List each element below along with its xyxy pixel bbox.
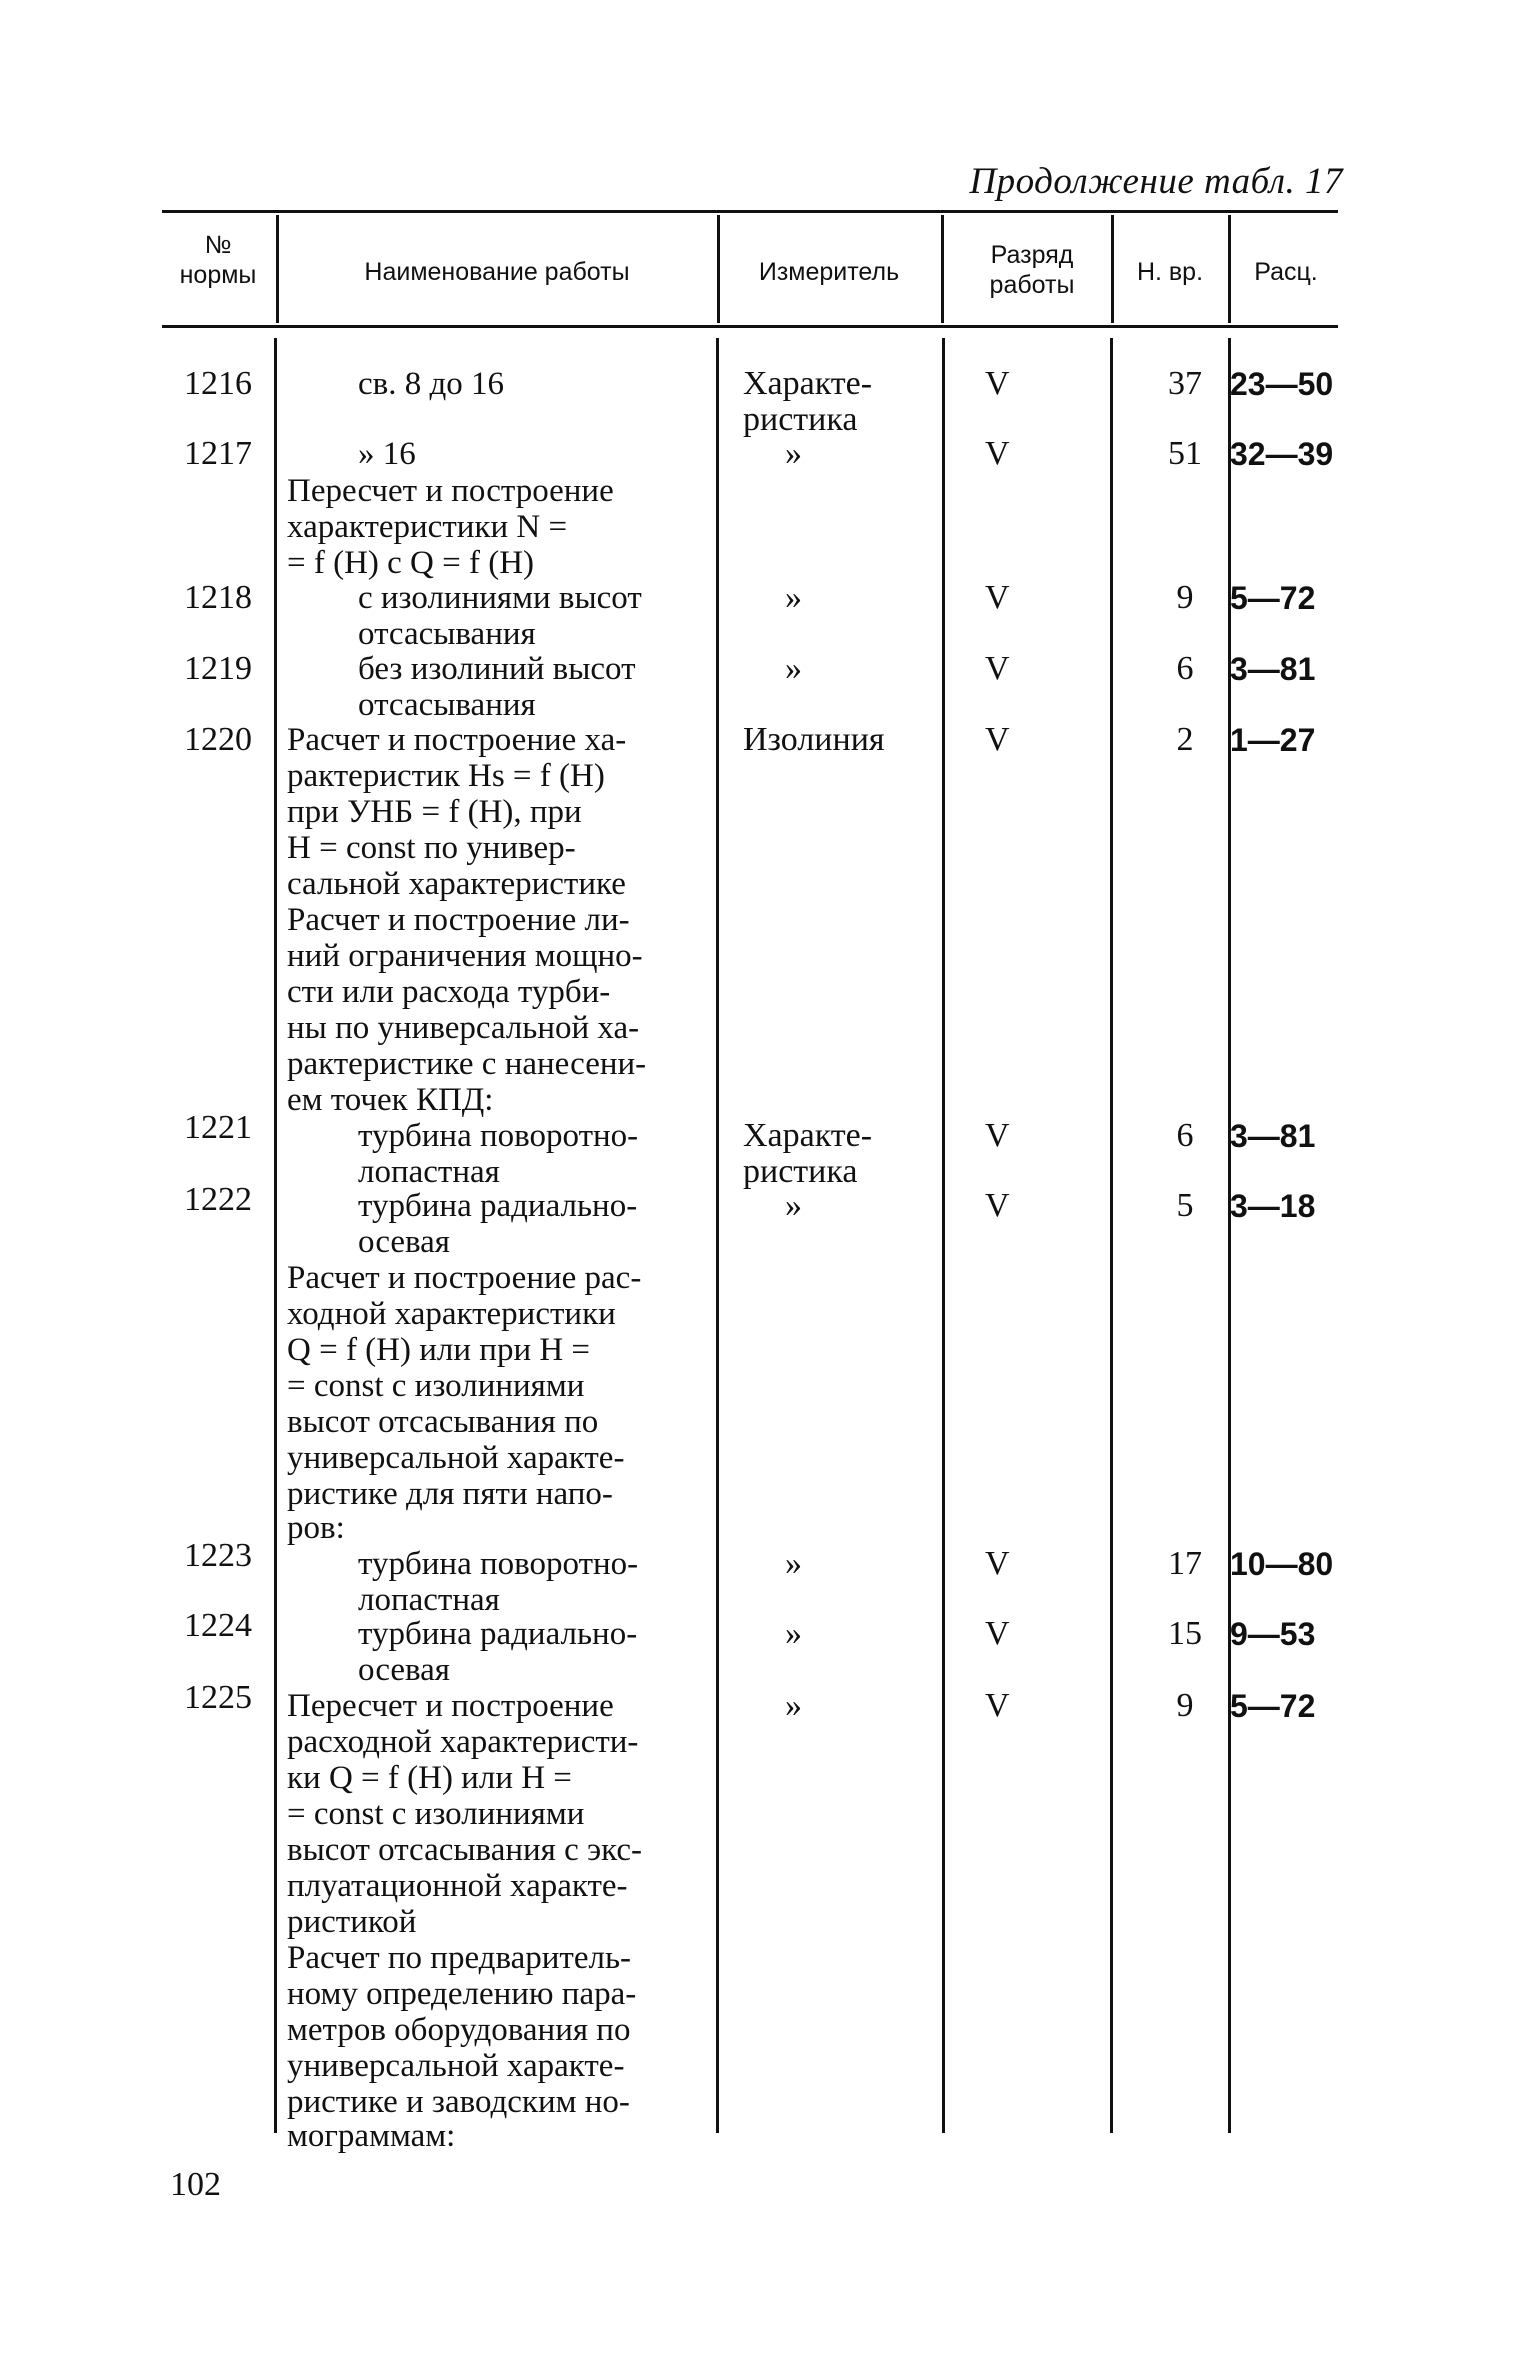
work-name-line: отсасывания — [358, 616, 536, 652]
work-name-line: ний ограничения мощно- — [287, 938, 643, 974]
row-number: 1217 — [184, 435, 252, 472]
work-name-line: плуатационной характе- — [287, 1868, 628, 1904]
work-name-line: Пересчет и построение — [287, 1688, 614, 1724]
row-unit: » — [785, 579, 802, 616]
row-grade: V — [985, 579, 1010, 616]
work-name-line: » 16 — [358, 436, 416, 472]
row-unit: » — [785, 1545, 802, 1582]
work-name-line: осевая — [358, 1652, 450, 1688]
header-grade: Разряд работы — [989, 241, 1075, 299]
row-number: 1225 — [184, 1679, 252, 1716]
work-name-line: ристике для пяти напо- — [287, 1476, 613, 1512]
row-time: 9 — [1176, 1687, 1194, 1724]
row-time: 5 — [1176, 1187, 1194, 1224]
row-grade: V — [985, 650, 1010, 687]
row-time: 17 — [1168, 1545, 1202, 1582]
row-unit: Изолиния — [743, 721, 885, 758]
row-rate: 3—81 — [1230, 1118, 1316, 1154]
work-name-line: рактеристике с нанесени- — [287, 1046, 647, 1082]
work-name-line: ристикой — [287, 1904, 417, 1940]
work-name-line: мограммам: — [287, 2118, 456, 2154]
column-rule — [716, 338, 719, 2133]
work-name-line: расходной характеристи- — [287, 1724, 639, 1760]
work-name-line: осевая — [358, 1224, 450, 1260]
row-time: 51 — [1168, 435, 1202, 472]
row-unit: » — [785, 435, 802, 472]
row-rate: 3—81 — [1230, 651, 1316, 687]
work-name-line: ходной характеристики — [287, 1296, 616, 1332]
column-rule — [276, 215, 279, 323]
work-name-line: Q = f (H) или при H = — [287, 1332, 591, 1368]
page-number: 102 — [170, 2166, 221, 2203]
row-number: 1219 — [184, 650, 252, 687]
row-number: 1220 — [184, 721, 252, 758]
work-name-line: характеристики N = — [287, 509, 568, 545]
work-name-line: ны по универсальной ха- — [287, 1010, 640, 1046]
header-number: № нормы — [179, 231, 257, 289]
work-name-line: сти или расхода турби- — [287, 974, 611, 1010]
work-name-line: Расчет по предваритель- — [287, 1940, 632, 1976]
column-rule — [941, 215, 944, 323]
row-rate: 3—18 — [1230, 1188, 1316, 1224]
row-rate: 10—80 — [1230, 1546, 1334, 1582]
row-grade: V — [985, 1687, 1010, 1724]
row-time: 9 — [1176, 579, 1194, 616]
header-rate: Расц. — [1254, 258, 1318, 286]
column-rule — [1228, 215, 1231, 323]
work-name-line: Расчет и построение ли- — [287, 902, 630, 938]
row-grade: V — [985, 1187, 1010, 1224]
row-time: 6 — [1176, 1117, 1194, 1154]
row-grade: V — [985, 1545, 1010, 1582]
work-name-line: ки Q = f (H) или H = — [287, 1760, 572, 1796]
row-unit: » — [785, 1187, 802, 1224]
work-name-line: св. 8 до 16 — [358, 366, 505, 402]
row-unit-continuation: ристика — [743, 401, 858, 438]
work-name-line: = f (H) с Q = f (H) — [287, 545, 535, 581]
work-name-line: метров оборудования по — [287, 2012, 631, 2048]
row-rate: 1—27 — [1230, 722, 1316, 758]
row-time: 2 — [1176, 721, 1194, 758]
work-name-line: сальной характеристике — [287, 866, 626, 902]
column-rule — [274, 338, 277, 2133]
work-name-line: ристике и заводским но- — [287, 2084, 630, 2120]
work-name-line: универсальной характе- — [287, 2048, 625, 2084]
row-unit: » — [785, 1615, 802, 1652]
table-caption: Продолжение табл. 17 — [969, 161, 1343, 202]
header-time: Н. вр. — [1136, 258, 1204, 286]
row-number: 1222 — [184, 1181, 252, 1218]
work-name-line: ному определению пара- — [287, 1976, 637, 2012]
row-rate: 23—50 — [1230, 366, 1334, 402]
work-name-line: = const с изолиниями — [287, 1796, 585, 1832]
row-time: 15 — [1168, 1615, 1202, 1652]
row-unit: Характе- — [743, 365, 873, 402]
work-name-line: лопастная — [358, 1582, 500, 1618]
work-name-line: универсальной характе- — [287, 1440, 625, 1476]
column-rule — [942, 338, 945, 2133]
work-name-line: Расчет и построение ха- — [287, 722, 627, 758]
row-number: 1221 — [184, 1109, 252, 1146]
header-top-rule — [162, 210, 1338, 213]
column-rule — [1110, 338, 1113, 2133]
work-name-line: лопастная — [358, 1154, 500, 1190]
work-name-line: высот отсасывания по — [287, 1404, 599, 1440]
row-time: 6 — [1176, 650, 1194, 687]
row-grade: V — [985, 435, 1010, 472]
row-unit: » — [785, 650, 802, 687]
row-number: 1223 — [184, 1537, 252, 1574]
work-name-line: высот отсасывания с экс- — [287, 1832, 642, 1868]
work-name-line: отсасывания — [358, 687, 536, 723]
row-number: 1216 — [184, 365, 252, 402]
work-name-line: без изолиний высот — [358, 651, 636, 687]
work-name-line: с изолиниями высот — [358, 580, 642, 616]
row-number: 1224 — [184, 1607, 252, 1644]
work-name-line: ем точек КПД: — [287, 1082, 494, 1118]
work-name-line: турбина радиально- — [358, 1188, 638, 1224]
row-rate: 5—72 — [1230, 580, 1316, 616]
work-name-line: ров: — [287, 1510, 345, 1546]
header-unit: Измеритель — [758, 258, 900, 286]
work-name-line: = const с изолиниями — [287, 1368, 585, 1404]
work-name-line: турбина поворотно- — [358, 1118, 639, 1154]
header-bottom-rule — [162, 325, 1338, 328]
row-time: 37 — [1168, 365, 1202, 402]
work-name-line: турбина поворотно- — [358, 1546, 639, 1582]
work-name-line: турбина радиально- — [358, 1616, 638, 1652]
row-unit-continuation: ристика — [743, 1153, 858, 1190]
row-grade: V — [985, 365, 1010, 402]
row-rate: 32—39 — [1230, 436, 1334, 472]
work-name-line: Пересчет и построение — [287, 473, 614, 509]
row-grade: V — [985, 1117, 1010, 1154]
work-name-line: рактеристик Hs = f (H) — [287, 758, 605, 794]
row-unit: » — [785, 1687, 802, 1724]
header-name: Наименование работы — [364, 258, 630, 286]
row-number: 1218 — [184, 579, 252, 616]
row-unit: Характе- — [743, 1117, 873, 1154]
column-rule — [717, 215, 720, 323]
work-name-line: H = const по универ- — [287, 830, 576, 866]
row-rate: 9—53 — [1230, 1616, 1316, 1652]
column-rule — [1111, 215, 1114, 323]
row-grade: V — [985, 721, 1010, 758]
work-name-line: при УНБ = f (H), при — [287, 794, 582, 830]
row-rate: 5—72 — [1230, 1688, 1316, 1724]
row-grade: V — [985, 1615, 1010, 1652]
work-name-line: Расчет и построение рас- — [287, 1260, 642, 1296]
